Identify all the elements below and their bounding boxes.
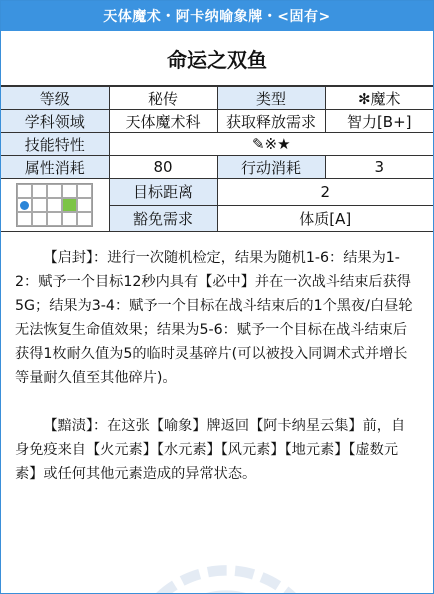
cast-requirement-label: 获取释放需求 [217,110,325,133]
range-cell [17,184,32,198]
range-cell [17,212,32,226]
action-label: 行动消耗 [217,156,325,179]
range-cell [47,184,62,198]
trait-value: ✎※★ [109,133,433,156]
field-value: 天体魔术科 [109,110,217,133]
range-cell-target [62,198,77,212]
level-label: 等级 [1,87,109,110]
range-grid [16,183,93,227]
range-cell [77,184,92,198]
trait-label: 技能特性 [1,133,109,156]
range-cell [32,184,47,198]
type-value: ✻魔术 [325,87,433,110]
description-unseal: 【启封】：进行一次随机检定，结果为随机1-6：结果为1-2：赋予一个目标12秒内具有【必中】并在一次战斗结束后获得5G；结果为3-4：赋予一个目标在战斗结束后的1个黑夜/白昼轮无法恢复生命值效果；结果为5-6：赋予一个目标在战斗结束后获得1枚耐久值为5的临时灵基碎片(可以被投入同调术式并增长等量耐久值至其他碎片)。 [15,250,413,386]
cost-value: 80 [109,156,217,179]
exempt-value: 体质[A] [217,205,433,232]
range-diagram [1,179,109,232]
card-header: 天体魔术・阿卡纳喻象牌・<固有> [1,1,433,31]
arcana-watermark-icon [121,562,331,594]
type-label: 类型 [217,87,325,110]
range-cell [47,198,62,212]
range-cell [77,212,92,226]
range-cell-self [17,198,32,212]
card-description [1,232,433,486]
description-taint: 【黯渍】：在这张【喻象】牌返回【阿卡纳星云集】前，自身免疫来自【火元素】【水元素】【风元素】【地元素】【虚数元素】或任何其他元素造成的异常状态。 [15,418,406,482]
field-label: 学科领域 [1,110,109,133]
self-marker-icon [20,201,29,210]
distance-value: 2 [217,179,433,206]
cast-requirement-value: 智力[B+] [325,110,433,133]
range-cell [32,198,47,212]
level-value: 秘传 [109,87,217,110]
range-cell [77,198,92,212]
range-cell [47,212,62,226]
attribute-table [1,86,433,232]
distance-label: 目标距离 [109,179,217,206]
exempt-label: 豁免需求 [109,205,217,232]
range-cell [32,212,47,226]
range-cell [62,212,77,226]
card-name: 命运之双鱼 [1,31,433,86]
range-cell [62,184,77,198]
action-value: 3 [325,156,433,179]
cost-label: 属性消耗 [1,156,109,179]
